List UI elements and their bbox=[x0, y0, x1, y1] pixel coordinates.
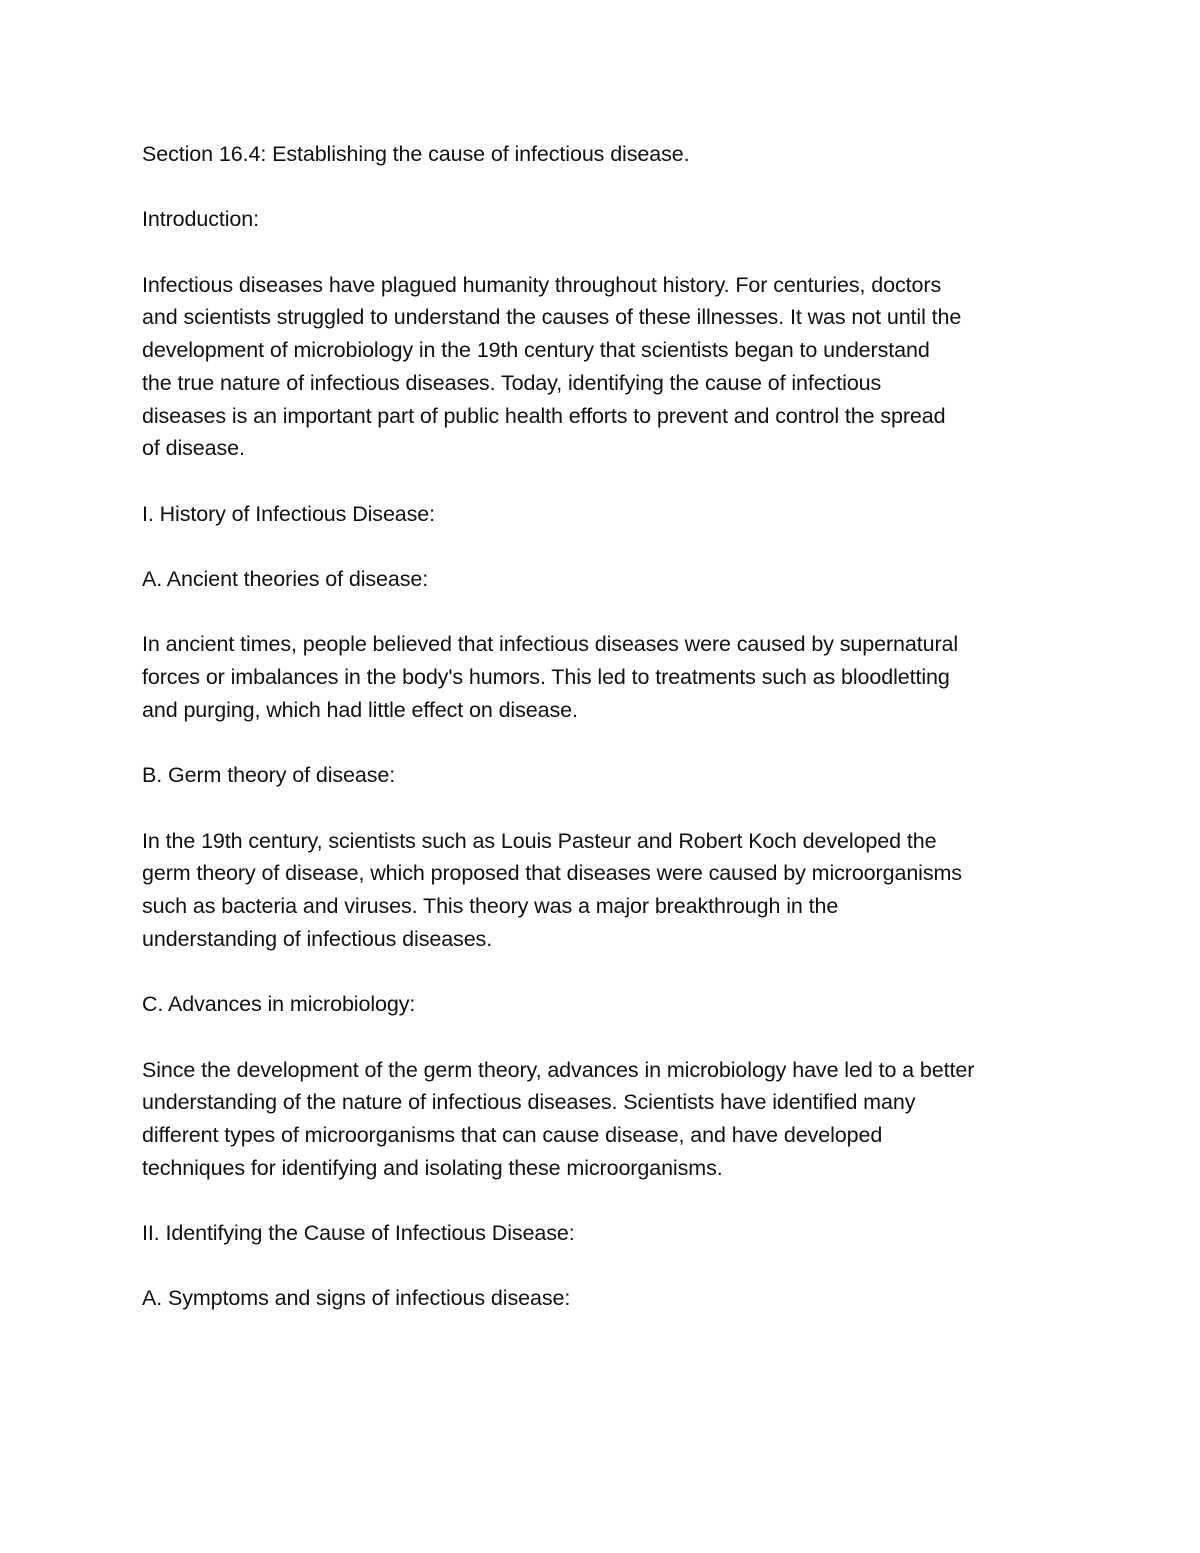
paragraph-line: Infectious diseases have plagued humanity throughout history. For centuries, doctors bbox=[142, 272, 942, 297]
document-body bbox=[142, 138, 1072, 1348]
paragraph-line: forces or imbalances in the body's humors. This led to treatments such as bloodletting bbox=[142, 665, 950, 690]
section-1-heading: I. History of Infectious Disease: bbox=[142, 501, 436, 526]
paragraph-line: and purging, which had little effect on disease. bbox=[142, 697, 578, 722]
section-1b-heading: B. Germ theory of disease: bbox=[142, 763, 396, 788]
paragraph-line: understanding of infectious diseases. bbox=[142, 926, 493, 951]
document-title: Section 16.4: Establishing the cause of infectious disease. bbox=[142, 142, 690, 166]
section-1c-heading: C. Advances in microbiology: bbox=[142, 992, 416, 1017]
paragraph-line: germ theory of disease, which proposed that diseases were caused by microorganisms bbox=[142, 861, 962, 886]
paragraph-line: In the 19th century, scientists such as Louis Pasteur and Robert Koch developed the bbox=[142, 828, 937, 853]
paragraph-line: such as bacteria and viruses. This theory was a major breakthrough in the bbox=[142, 894, 839, 919]
section-1a-heading: A. Ancient theories of disease: bbox=[142, 567, 429, 592]
paragraph-line: and scientists struggled to understand the causes of these illnesses. It was not until the bbox=[142, 305, 962, 330]
paragraph-line: the true nature of infectious diseases. Today, identifying the cause of infectious bbox=[142, 370, 882, 395]
paragraph-line: techniques for identifying and isolating these microorganisms. bbox=[142, 1155, 723, 1180]
section-2a-heading: A. Symptoms and signs of infectious disease: bbox=[142, 1286, 571, 1311]
section-1a-paragraph bbox=[142, 628, 1072, 726]
paragraph-line: diseases is an important part of public health efforts to prevent and control the spread bbox=[142, 403, 946, 428]
paragraph-line: understanding of the nature of infectious diseases. Scientists have identified many bbox=[142, 1090, 916, 1115]
paragraph-line: development of microbiology in the 19th century that scientists began to understand bbox=[142, 338, 930, 363]
section-1c-paragraph bbox=[142, 1054, 1072, 1185]
paragraph-line: Since the development of the germ theory, advances in microbiology have led to a better bbox=[142, 1057, 975, 1082]
paragraph-line: In ancient times, people believed that infectious diseases were caused by supernatural bbox=[142, 632, 959, 657]
section-1b-paragraph bbox=[142, 825, 1072, 956]
paragraph-line: different types of microorganisms that can cause disease, and have developed bbox=[142, 1122, 883, 1147]
paragraph-line: of disease. bbox=[142, 436, 245, 461]
section-2-heading: II. Identifying the Cause of Infectious Disease: bbox=[142, 1221, 575, 1246]
intro-heading: Introduction: bbox=[142, 207, 260, 232]
intro-paragraph bbox=[142, 269, 1072, 465]
